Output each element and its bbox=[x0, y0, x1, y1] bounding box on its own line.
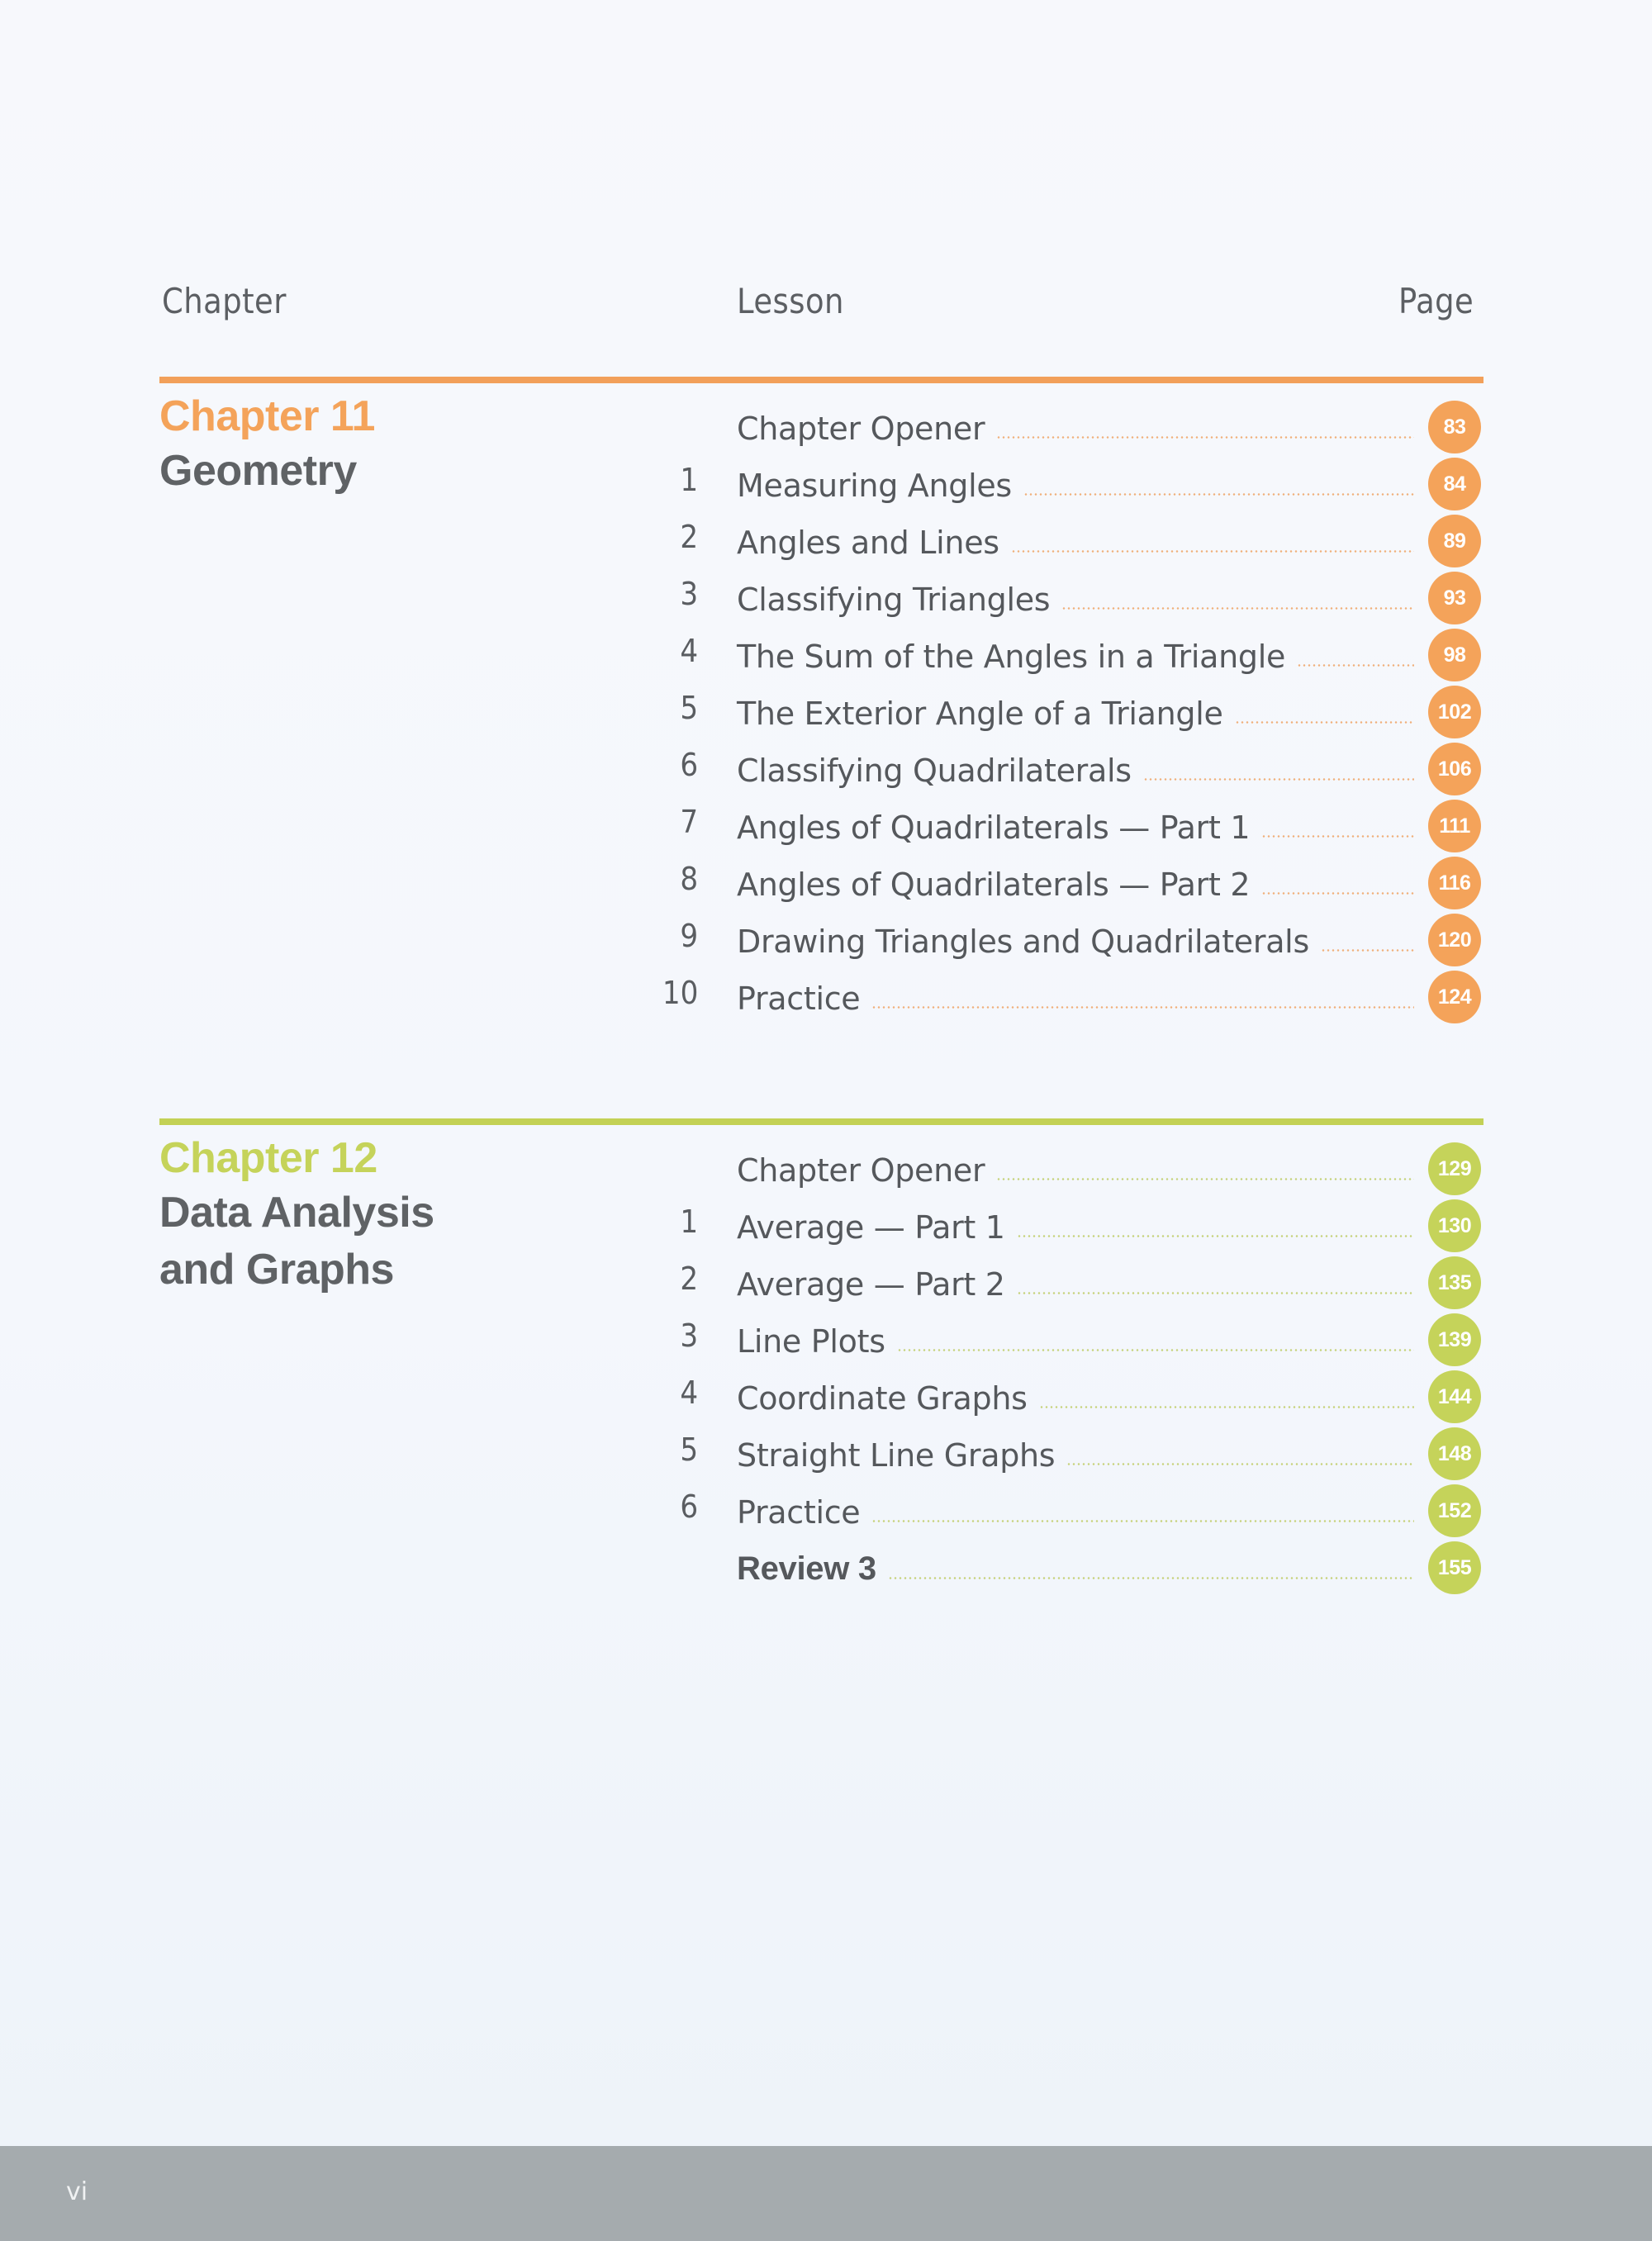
lesson-line bbox=[737, 913, 1414, 970]
lesson-title[interactable]: Straight Line Graphs bbox=[737, 1436, 1056, 1474]
page-number-badge[interactable]: 129 bbox=[1428, 1142, 1481, 1195]
toc-entry[interactable] bbox=[0, 856, 1652, 913]
lesson-line bbox=[737, 457, 1414, 514]
dot-leader bbox=[1143, 778, 1414, 781]
dot-leader bbox=[1235, 721, 1414, 724]
page-number-badge[interactable]: 83 bbox=[1428, 401, 1481, 453]
dot-leader bbox=[1039, 1406, 1414, 1408]
chapter-title: and Graphs bbox=[159, 1246, 394, 1294]
lesson-title[interactable]: Practice bbox=[737, 980, 861, 1017]
lesson-line bbox=[737, 1142, 1414, 1199]
lesson-number: 5 bbox=[680, 690, 698, 726]
lesson-title[interactable]: Measuring Angles bbox=[737, 467, 1012, 504]
lesson-line bbox=[737, 1370, 1414, 1427]
toc-entry[interactable] bbox=[0, 1313, 1652, 1370]
toc-entry[interactable] bbox=[0, 799, 1652, 856]
dot-leader bbox=[1321, 949, 1414, 952]
toc-entry[interactable] bbox=[0, 571, 1652, 628]
lesson-line bbox=[737, 400, 1414, 457]
lesson-line bbox=[737, 514, 1414, 571]
lesson-title[interactable]: The Sum of the Angles in a Triangle bbox=[737, 638, 1286, 675]
chapter-number: Chapter 12 bbox=[159, 1134, 377, 1182]
page-number-badge[interactable]: 135 bbox=[1428, 1256, 1481, 1309]
lesson-number: 7 bbox=[680, 804, 698, 840]
toc-entry[interactable] bbox=[0, 1256, 1652, 1313]
lesson-line bbox=[737, 1427, 1414, 1484]
chapter-column-header: Chapter bbox=[162, 281, 287, 321]
lesson-title[interactable]: Chapter Opener bbox=[737, 410, 985, 447]
lesson-line bbox=[737, 571, 1414, 628]
page-number-badge[interactable]: 106 bbox=[1428, 743, 1481, 795]
dot-leader bbox=[1061, 607, 1414, 610]
lesson-title[interactable]: Angles of Quadrilaterals — Part 2 bbox=[737, 866, 1251, 903]
lesson-title[interactable]: The Exterior Angle of a Triangle bbox=[737, 695, 1223, 732]
dot-leader bbox=[1017, 1235, 1414, 1237]
dot-leader bbox=[871, 1006, 1414, 1009]
chapter-divider-rule bbox=[159, 1118, 1483, 1125]
lesson-number: 10 bbox=[662, 975, 698, 1011]
lesson-line bbox=[737, 1256, 1414, 1313]
dot-leader bbox=[1066, 1463, 1414, 1465]
lesson-line bbox=[737, 970, 1414, 1027]
toc-entry[interactable] bbox=[0, 1142, 1652, 1199]
toc-entry[interactable] bbox=[0, 628, 1652, 685]
lesson-line bbox=[737, 856, 1414, 913]
lesson-line bbox=[737, 742, 1414, 799]
dot-leader bbox=[996, 1178, 1414, 1180]
page-column-header: Page bbox=[1398, 281, 1474, 321]
lesson-number: 3 bbox=[680, 576, 698, 612]
lesson-number: 6 bbox=[680, 1488, 698, 1525]
page-number-badge[interactable]: 98 bbox=[1428, 629, 1481, 681]
toc-entry[interactable] bbox=[0, 457, 1652, 514]
lesson-column-header: Lesson bbox=[737, 281, 844, 321]
toc-entry[interactable] bbox=[0, 1541, 1652, 1598]
dot-leader bbox=[897, 1349, 1414, 1351]
toc-entry[interactable] bbox=[0, 1427, 1652, 1484]
footer-bar bbox=[0, 2146, 1652, 2241]
page-number-badge[interactable]: 148 bbox=[1428, 1427, 1481, 1480]
lesson-line bbox=[737, 685, 1414, 742]
lesson-number: 1 bbox=[680, 1204, 698, 1240]
toc-entry[interactable] bbox=[0, 685, 1652, 742]
lesson-title[interactable]: Drawing Triangles and Quadrilaterals bbox=[737, 923, 1309, 960]
lesson-line bbox=[737, 628, 1414, 685]
lesson-number: 4 bbox=[680, 1375, 698, 1411]
lesson-title[interactable]: Average — Part 1 bbox=[737, 1208, 1005, 1246]
lesson-line bbox=[737, 799, 1414, 856]
lesson-title[interactable]: Coordinate Graphs bbox=[737, 1379, 1028, 1417]
lesson-title[interactable]: Classifying Triangles bbox=[737, 581, 1051, 618]
toc-entry[interactable] bbox=[0, 742, 1652, 799]
toc-entry[interactable] bbox=[0, 514, 1652, 571]
lesson-number: 6 bbox=[680, 747, 698, 783]
toc-entry[interactable] bbox=[0, 1484, 1652, 1541]
dot-leader bbox=[996, 436, 1414, 439]
dot-leader bbox=[1297, 664, 1414, 667]
chapter-title: Data Analysis bbox=[159, 1189, 434, 1237]
lesson-number: 2 bbox=[680, 519, 698, 555]
page-number-badge[interactable]: 93 bbox=[1428, 572, 1481, 624]
lesson-title[interactable]: Chapter Opener bbox=[737, 1151, 985, 1189]
dot-leader bbox=[1261, 892, 1414, 895]
lesson-number: 3 bbox=[680, 1318, 698, 1354]
page-number-badge[interactable]: 116 bbox=[1428, 857, 1481, 909]
lesson-title[interactable]: Line Plots bbox=[737, 1322, 885, 1360]
chapter-divider-rule bbox=[159, 377, 1483, 383]
page-number-badge[interactable]: 139 bbox=[1428, 1313, 1481, 1366]
lesson-number: 4 bbox=[680, 633, 698, 669]
chapter-title: Geometry bbox=[159, 447, 357, 495]
lesson-line bbox=[737, 1199, 1414, 1256]
chapter-number: Chapter 11 bbox=[159, 392, 375, 440]
page-number-badge[interactable]: 124 bbox=[1428, 971, 1481, 1023]
lesson-title[interactable]: Angles of Quadrilaterals — Part 1 bbox=[737, 809, 1251, 846]
lesson-line bbox=[737, 1484, 1414, 1541]
lesson-number: 1 bbox=[680, 462, 698, 498]
toc-entry[interactable] bbox=[0, 1199, 1652, 1256]
lesson-number: 9 bbox=[680, 918, 698, 954]
lesson-title[interactable]: Classifying Quadrilaterals bbox=[737, 752, 1132, 789]
dot-leader bbox=[871, 1520, 1414, 1522]
lesson-title[interactable]: Review 3 bbox=[737, 1550, 876, 1587]
column-headers bbox=[0, 281, 1652, 330]
page-number-badge[interactable]: 120 bbox=[1428, 914, 1481, 966]
lesson-line bbox=[737, 1313, 1414, 1370]
toc-entry[interactable] bbox=[0, 400, 1652, 457]
page-number-badge[interactable]: 102 bbox=[1428, 686, 1481, 738]
lesson-number: 2 bbox=[680, 1261, 698, 1297]
toc-entry[interactable] bbox=[0, 970, 1652, 1027]
dot-leader bbox=[1023, 493, 1414, 496]
page-number-badge[interactable]: 130 bbox=[1428, 1199, 1481, 1252]
dot-leader bbox=[1261, 835, 1414, 838]
lesson-title[interactable]: Angles and Lines bbox=[737, 524, 999, 561]
page-folio: vi bbox=[66, 2177, 88, 2206]
lesson-number: 5 bbox=[680, 1431, 698, 1468]
lesson-number: 8 bbox=[680, 861, 698, 897]
page-number-badge[interactable]: 144 bbox=[1428, 1370, 1481, 1423]
lesson-title[interactable]: Average — Part 2 bbox=[737, 1265, 1005, 1303]
lesson-title[interactable]: Practice bbox=[737, 1493, 861, 1531]
page-number-badge[interactable]: 111 bbox=[1428, 800, 1481, 852]
toc-entry[interactable] bbox=[0, 913, 1652, 970]
page-number-badge[interactable]: 89 bbox=[1428, 515, 1481, 567]
toc-entry[interactable] bbox=[0, 1370, 1652, 1427]
dot-leader bbox=[1011, 550, 1414, 553]
page-number-badge[interactable]: 84 bbox=[1428, 458, 1481, 510]
lesson-line bbox=[737, 1541, 1414, 1598]
page-number-badge[interactable]: 152 bbox=[1428, 1484, 1481, 1537]
dot-leader bbox=[888, 1577, 1414, 1579]
dot-leader bbox=[1017, 1292, 1414, 1294]
page-number-badge[interactable]: 155 bbox=[1428, 1541, 1481, 1594]
